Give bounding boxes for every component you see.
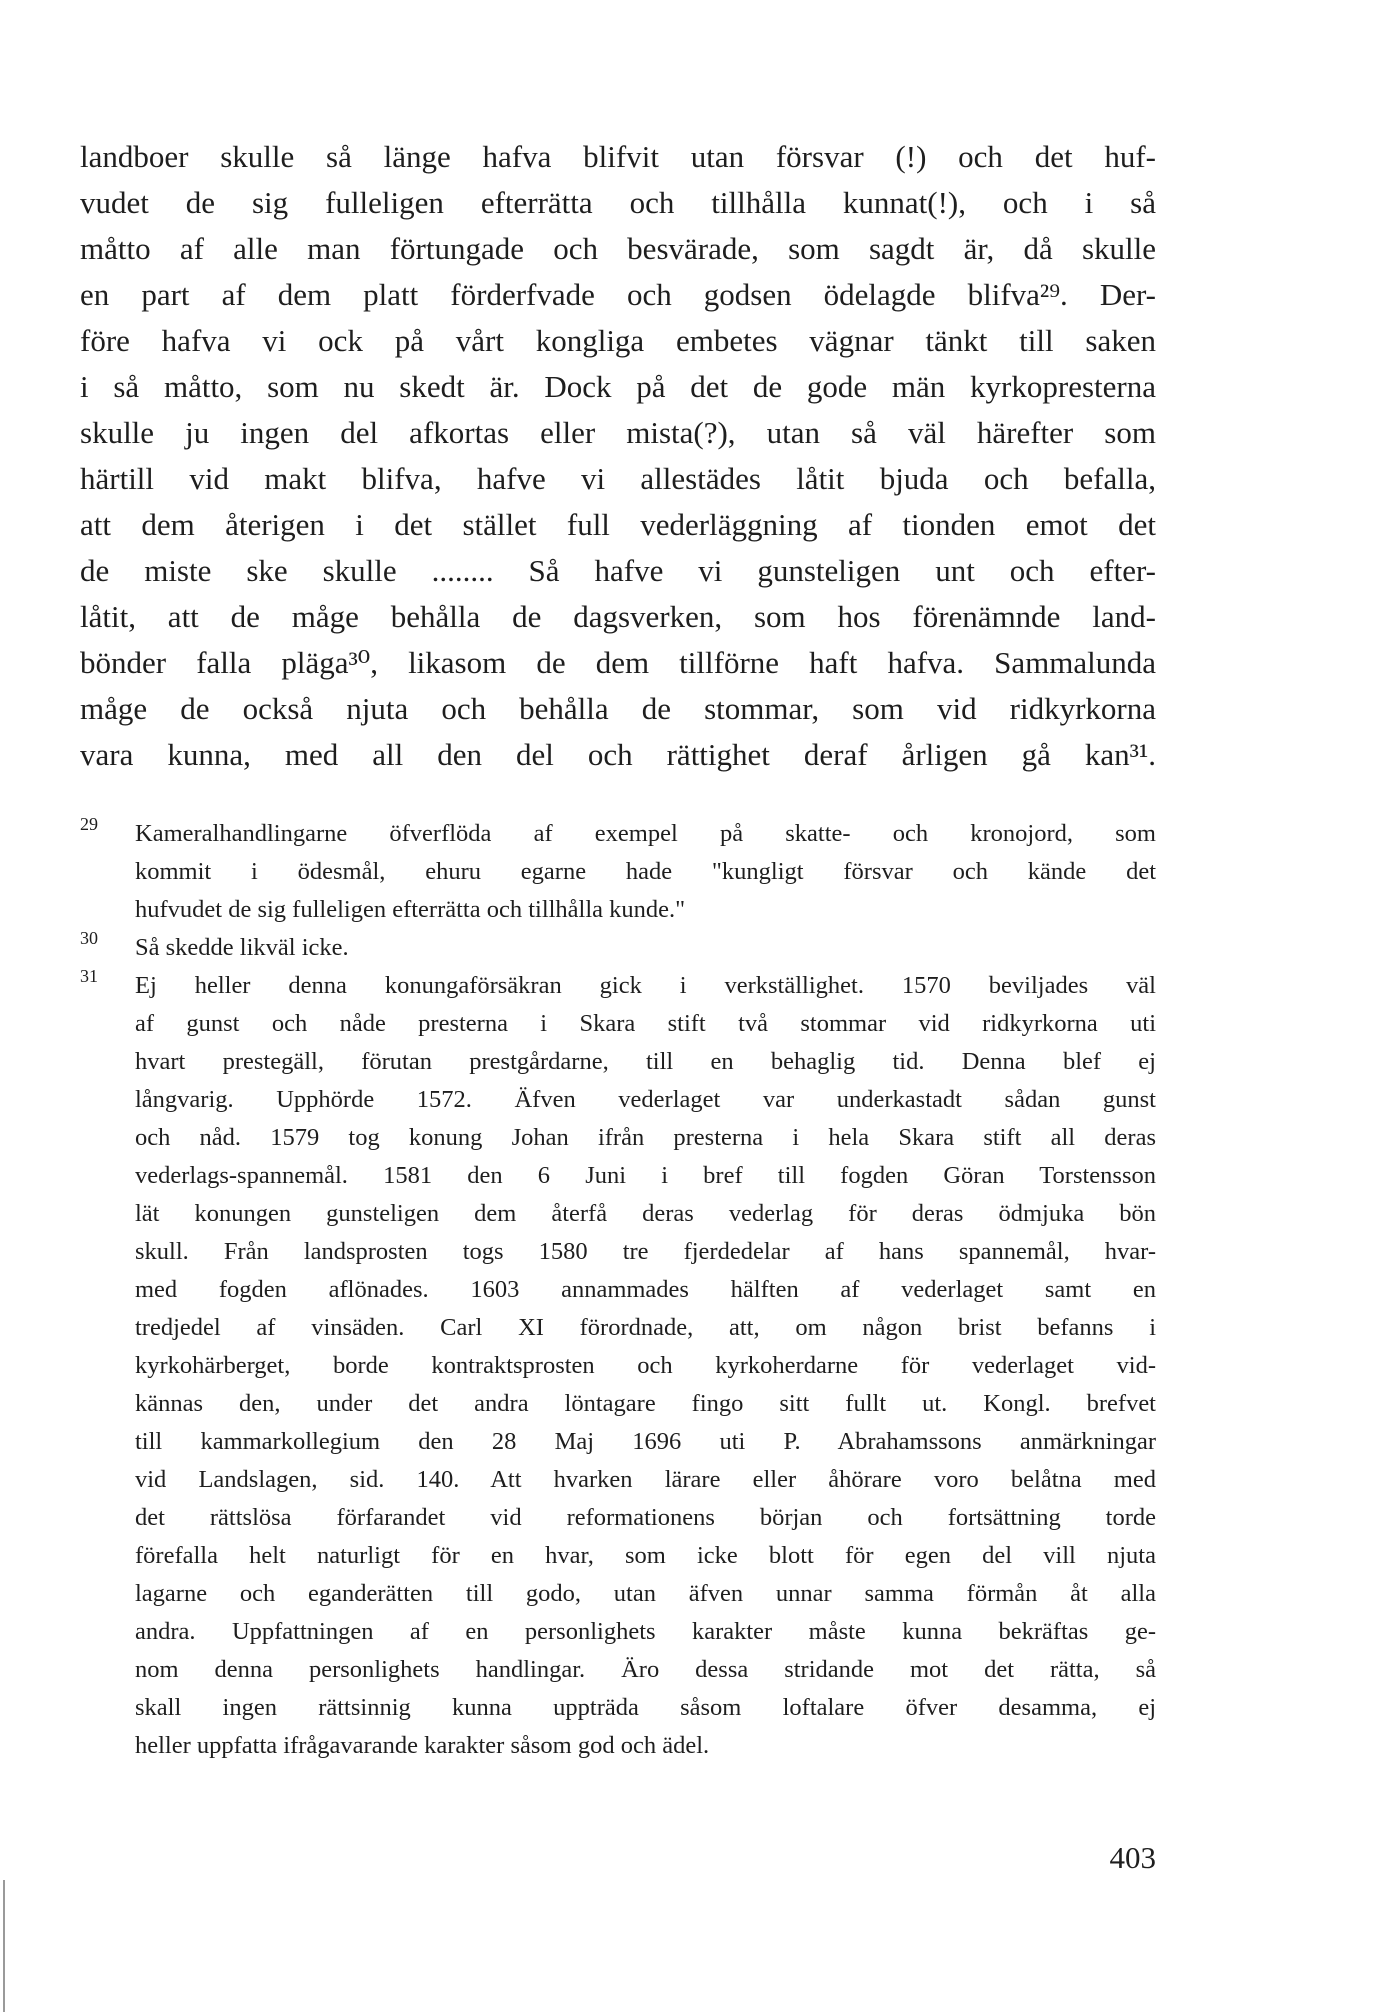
body-line: måtto af alle man förtungade och besvärade, som sagdt är, då skulle <box>80 231 1156 266</box>
scan-edge-mark <box>3 1880 5 2012</box>
footnote-line: det rättslösa förfarandet vid reformationens början och fortsättning torde <box>135 1504 1156 1531</box>
footnote-line: hvart prestegäll, förutan prestgårdarne, till en behaglig tid. Denna blef ej <box>135 1048 1156 1075</box>
footnote-line: vederlags-spannemål. 1581 den 6 Juni i bref till fogden Göran Torstensson <box>135 1162 1156 1189</box>
footnote-line: Kameralhandlingarne öfverflöda af exempel på skatte- och kronojord, som <box>135 820 1156 847</box>
footnote-line: Så skedde likväl icke. <box>135 934 349 961</box>
footnote-line: kännas den, under det andra löntagare fingo sitt fullt ut. Kongl. brefvet <box>135 1390 1156 1417</box>
body-line: måge de också njuta och behålla de stommar, som vid ridkyrkorna <box>80 691 1156 726</box>
body-line: landboer skulle så länge hafva blifvit utan försvar (!) och det huf- <box>80 139 1156 174</box>
main-text <box>80 134 1156 778</box>
body-line: före hafva vi ock på vårt kongliga embetes vägnar tänkt till saken <box>80 323 1156 358</box>
body-line: de miste ske skulle ........ Så hafve vi gunsteligen unt och efter- <box>80 553 1156 588</box>
footnote-line: heller uppfatta ifrågavarande karakter såsom god och ädel. <box>135 1732 710 1759</box>
footnote-line: vid Landslagen, sid. 140. Att hvarken lärare eller åhörare voro belåtna med <box>135 1466 1156 1493</box>
footnote-number: 31 <box>80 966 98 986</box>
footnote-line: förefalla helt naturligt för en hvar, som icke blott för egen del vill njuta <box>135 1542 1156 1569</box>
footnote-line: hufvudet de sig fulleligen efterrätta och tillhålla kunde." <box>135 896 686 923</box>
footnote-line: skall ingen rättsinnig kunna uppträda såsom loftalare öfver desamma, ej <box>135 1694 1156 1721</box>
footnote-line: nom denna personlighets handlingar. Äro dessa stridande mot det rätta, så <box>135 1656 1156 1683</box>
body-line: härtill vid makt blifva, hafve vi allestädes låtit bjuda och befalla, <box>80 461 1156 496</box>
footnote-line: tredjedel af vinsäden. Carl XI förordnade, att, om någon brist befanns i <box>135 1314 1156 1341</box>
body-line: skulle ju ingen del afkortas eller mista(?), utan så väl härefter som <box>80 415 1156 450</box>
footnote-text <box>135 967 1156 1765</box>
footnote-line: Ej heller denna konungaförsäkran gick i verkställighet. 1570 beviljades väl <box>135 972 1156 999</box>
footnote-number: 30 <box>80 928 98 948</box>
footnote-line: med fogden aflönades. 1603 annammades hälften af vederlaget samt en <box>135 1276 1156 1303</box>
footnote-line: andra. Uppfattningen af en personlighets karakter måste kunna bekräftas ge- <box>135 1618 1156 1645</box>
footnote-line: skull. Från landsprosten togs 1580 tre fjerdedelar af hans spannemål, hvar- <box>135 1238 1156 1265</box>
footnote-text <box>135 815 1156 929</box>
body-line: vara kunna, med all den del och rättighet deraf årligen gå kan³¹. <box>80 737 1156 772</box>
footnote-line: lagarne och eganderätten till godo, utan äfven unnar samma förmån åt alla <box>135 1580 1156 1607</box>
body-line: vudet de sig fulleligen efterrätta och tillhålla kunnat(!), och i så <box>80 185 1156 220</box>
footnote-line: lät konungen gunsteligen dem återfå deras vederlag för deras ödmjuka bön <box>135 1200 1156 1227</box>
footnote-text <box>135 929 1156 967</box>
footnote-number: 29 <box>80 814 98 834</box>
footnote-line: af gunst och nåde presterna i Skara stift två stommar vid ridkyrkorna uti <box>135 1010 1156 1037</box>
body-line: en part af dem platt förderfvade och godsen ödelagde blifva²⁹. Der- <box>80 277 1156 312</box>
footnote-line: kommit i ödesmål, ehuru egarne hade "kungligt försvar och kände det <box>135 858 1156 885</box>
footnote-line: och nåd. 1579 tog konung Johan ifrån presterna i hela Skara stift all deras <box>135 1124 1156 1151</box>
page-number: 403 <box>1109 1840 1156 1875</box>
body-line: bönder falla pläga³⁰, likasom de dem tillförne haft hafva. Sammalunda <box>80 645 1156 680</box>
body-line: i så måtto, som nu skedt är. Dock på det de gode män kyrkopresterna <box>80 369 1156 404</box>
footnote-line: långvarig. Upphörde 1572. Äfven vederlaget var underkastadt sådan gunst <box>135 1086 1156 1113</box>
footnote-line: till kammarkollegium den 28 Maj 1696 uti P. Abrahamssons anmärkningar <box>135 1428 1156 1455</box>
footnote-line: kyrkohärberget, borde kontraktsprosten och kyrkoherdarne för vederlaget vid- <box>135 1352 1156 1379</box>
body-line: att dem återigen i det stället full vederläggning af tionden emot det <box>80 507 1156 542</box>
body-line: låtit, att de måge behålla de dagsverken, som hos förenämnde land- <box>80 599 1156 634</box>
